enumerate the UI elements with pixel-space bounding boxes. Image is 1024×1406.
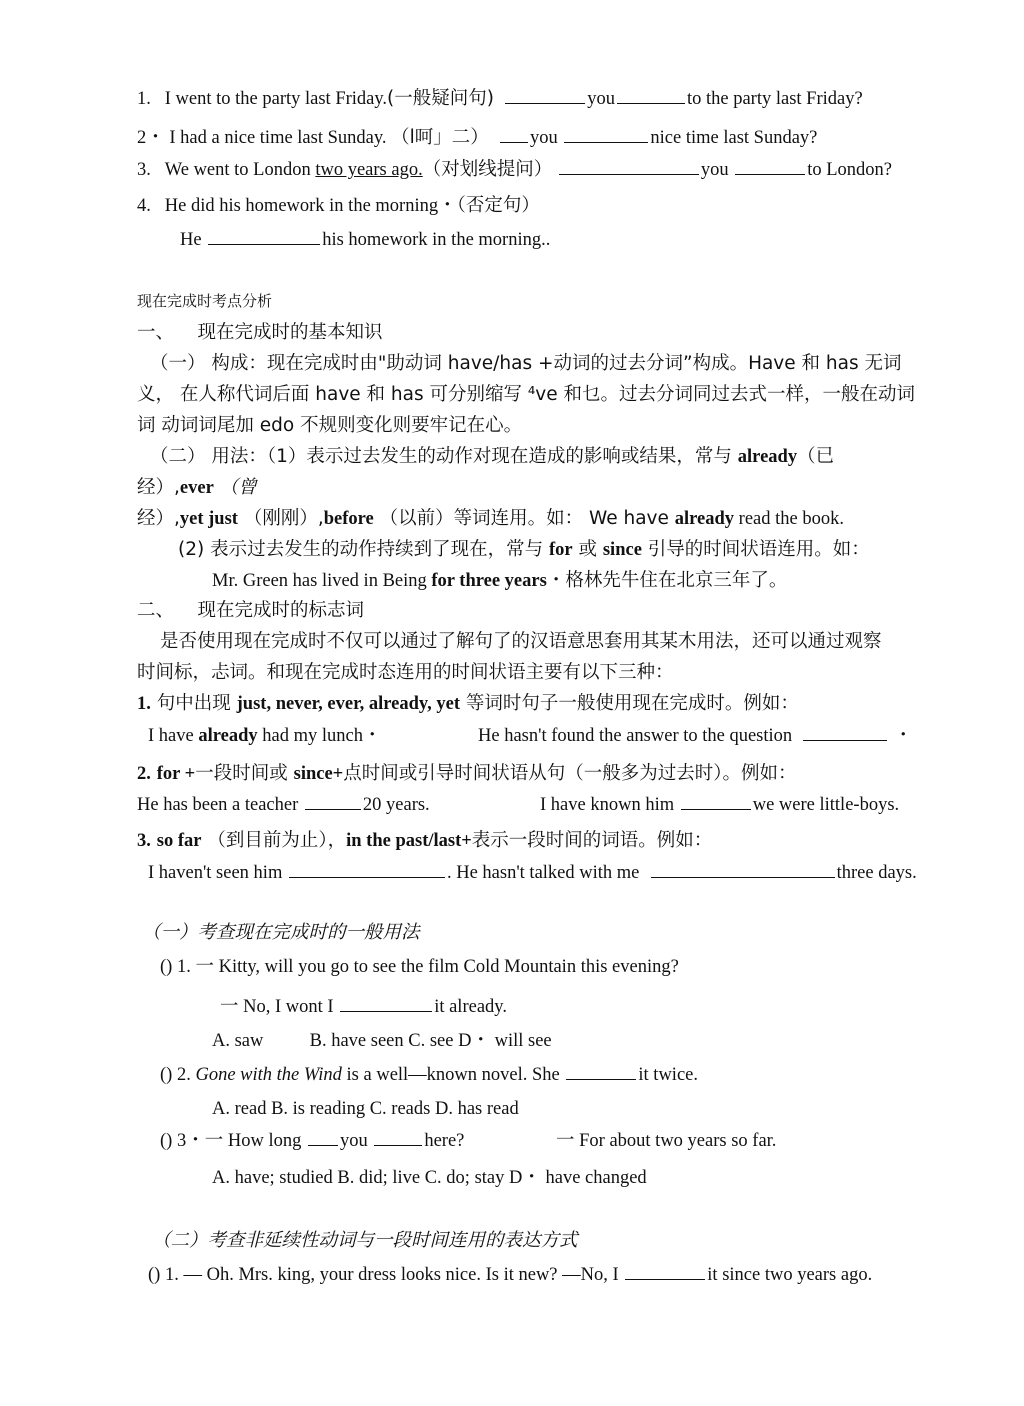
- ex1-q4: 4. He did his homework in the morning・（否定句）: [137, 195, 540, 216]
- sec1-p2-line3: 经）,yet just （刚刚）,before （以前）等词连用。如： We have already read the book.: [137, 508, 844, 529]
- part2-q1: () 1. — Oh. Mrs. king, your dress looks nice. Is it new? —No, I it since two years ago.: [148, 1265, 873, 1285]
- answer-blank[interactable]: [803, 724, 887, 741]
- part2-title: （二）考查非延续性动词与一段时间连用的表达方式: [152, 1230, 578, 1251]
- rule1-example-b: He hasn't found the answer to the question ・: [478, 726, 913, 746]
- answer-blank[interactable]: [617, 87, 685, 104]
- rule1-example-a: I have already had my lunch・: [148, 726, 382, 746]
- rule3: 3. so far （到目前为止），in the past/last+表示一段时间的词语。例如：: [137, 830, 713, 851]
- rule1: 1. 句中出现 just, never, ever, already, yet 等词时句子一般使用现在完成时。例如：: [137, 693, 799, 714]
- answer-blank[interactable]: [374, 1129, 422, 1146]
- ex1-q2: 2・ I had a nice time last Sunday. （l呵」二） you nice time last Sunday?: [137, 127, 818, 148]
- ex1-q1: 1. I went to the party last Friday.(一般疑问句) you to the party last Friday?: [137, 88, 863, 109]
- sec2-intro-line1: 是否使用现在完成时不仅可以通过了解句了的汉语意思套用其某木用法，还可以通过观察: [160, 631, 882, 652]
- part1-q2-options: A. read B. is reading C. reads D. has read: [212, 1099, 519, 1119]
- sec1-p3-line1: (2) 表示过去发生的动作持续到了现在，常与 for 或 since 引导的时间状语连用。如：: [178, 539, 870, 560]
- section2-heading: 二、 现在完成时的标志词: [137, 600, 365, 621]
- answer-blank[interactable]: [735, 158, 805, 175]
- answer-blank[interactable]: [681, 793, 751, 810]
- part1-q3: () 3・一 How long you here?: [160, 1131, 465, 1151]
- answer-blank[interactable]: [505, 87, 585, 104]
- answer-blank[interactable]: [566, 1063, 636, 1080]
- rule2: 2. for +一段时间或 since+点时间或引导时间状语从句（一般多为过去时）。例如：: [137, 763, 797, 784]
- section1-heading: 一、 现在完成时的基本知识: [137, 322, 383, 343]
- answer-blank[interactable]: [340, 995, 432, 1012]
- part1-q2: () 2. Gone with the Wind is a well—known novel. She it twice.: [160, 1065, 698, 1085]
- rule2-example-b: I have known him we were little-boys.: [540, 795, 900, 815]
- answer-paren[interactable]: (): [160, 1131, 173, 1151]
- ex1-q3: 3. We went to London two years ago.（对划线提问） you to London?: [137, 159, 893, 180]
- part1-q1-reply: 一 No, I wont I it already.: [220, 997, 507, 1017]
- answer-blank[interactable]: [308, 1129, 338, 1146]
- part1-q3-options: A. have; studied B. did; live C. do; stay D・ have changed: [212, 1168, 647, 1188]
- rule2-example-a: He has been a teacher 20 years.: [137, 795, 430, 815]
- sec1-p3-line2: Mr. Green has lived in Being for three years・格林先牛住在北京三年了。: [212, 570, 788, 591]
- answer-paren[interactable]: (): [160, 1065, 173, 1085]
- answer-blank[interactable]: [625, 1263, 705, 1280]
- sec1-p2-line1: （二） 用法：（1）表示过去发生的动作对现在造成的影响或结果，常与 already（已: [150, 446, 835, 467]
- sec1-p1-line2: 义， 在人称代词后面 have 和 has 可分别缩写 ⁴ve 和乜。过去分词同过去式一样，一般在动词: [137, 384, 916, 405]
- answer-paren[interactable]: (): [148, 1265, 161, 1285]
- ex1-q4-answer: He his homework in the morning..: [180, 230, 551, 250]
- sec1-p2-line2: 经）,ever （曾: [137, 477, 257, 498]
- part1-title: （一）考查现在完成时的一般用法: [142, 922, 420, 943]
- answer-blank[interactable]: [289, 861, 445, 878]
- part1-q3-reply: 一 For about two years so far.: [556, 1131, 777, 1151]
- sec1-p1-line3: 词 动词词尾加 edo 不规则变化则要牢记在心。: [137, 415, 523, 436]
- answer-blank[interactable]: [559, 158, 699, 175]
- part1-q1: () 1. 一 Kitty, will you go to see the film Cold Mountain this evening?: [160, 957, 679, 977]
- part1-q1-options: A. saw B. have seen C. see D・ will see: [212, 1031, 552, 1051]
- rule3-example: I haven't seen him . He hasn't talked with me three days.: [148, 863, 917, 883]
- sec2-intro-line2: 时间标，忐词。和现在完成时态连用的时间状语主要有以下三种：: [137, 662, 674, 683]
- answer-paren[interactable]: (): [160, 957, 173, 977]
- analysis-title: 现在完成时考点分析: [137, 292, 273, 310]
- answer-blank[interactable]: [208, 228, 320, 245]
- answer-blank[interactable]: [564, 126, 648, 143]
- answer-blank[interactable]: [305, 793, 361, 810]
- answer-blank[interactable]: [651, 861, 835, 878]
- answer-blank[interactable]: [500, 126, 528, 143]
- sec1-p1-line1: （一） 构成：现在完成时由"助动词 have/has +动词的过去分词”构成。Have 和 has 无词: [150, 353, 902, 374]
